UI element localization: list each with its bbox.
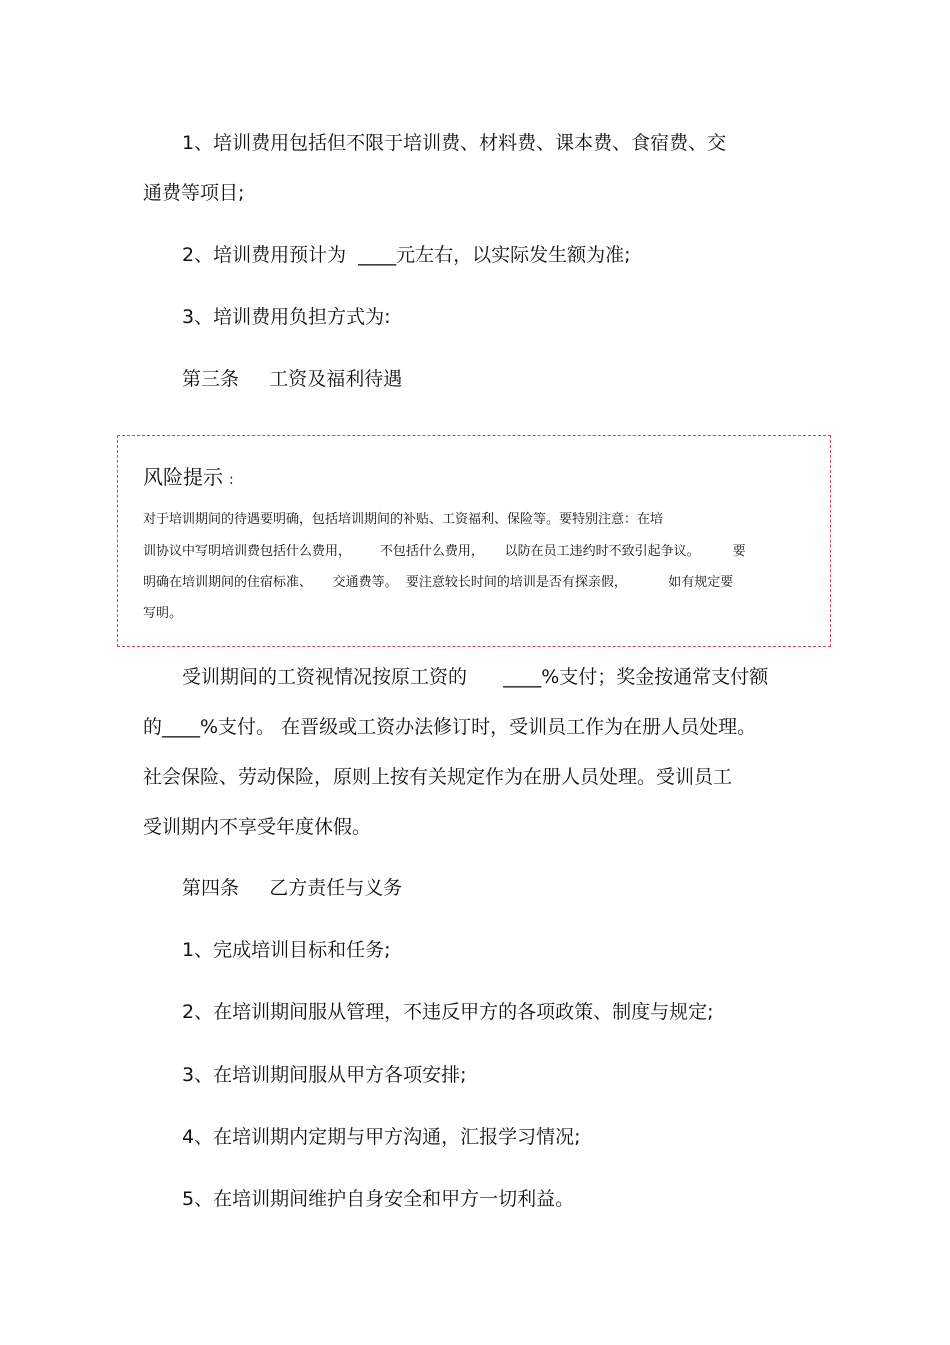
cost-item-1-line-1: 1、培训费用包括但不限于培训费、材料费、课本费、食宿费、交 (182, 132, 727, 154)
cost-item-1-line-2: 通费等项目; (143, 182, 245, 204)
risk-notice-line-4: 写明。 (143, 606, 183, 621)
article-4-heading: 第四条 乙方责任与义务 (182, 877, 403, 899)
cost-item-2: 2、培训费用预计为 ____元左右，以实际发生额为准; (182, 244, 631, 266)
wage-paragraph-line-3: 社会保险、劳动保险，原则上按有关规定作为在册人员处理。受训员工 (143, 766, 733, 788)
duty-item-4: 4、在培训期内定期与甲方沟通，汇报学习情况; (182, 1126, 581, 1148)
risk-notice-line-2: 训协议中写明培训费包括什么费用， 不包括什么费用， 以防在员工违约时不致引起争议。 要 (143, 544, 746, 559)
cost-item-3: 3、培训费用负担方式为: (182, 306, 391, 328)
article-3-heading: 第三条 工资及福利待遇 (182, 368, 403, 390)
risk-notice-line-1: 对于培训期间的待遇要明确，包括培训期间的补贴、工资福利、保险等。要特别注意：在培 (143, 512, 664, 527)
duty-item-5: 5、在培训期间维护自身安全和甲方一切利益。 (182, 1188, 575, 1210)
risk-notice-line-3: 明确在培训期间的住宿标准、 交通费等。 要注意较长时间的培训是否有探亲假， 如有规定要 (143, 575, 734, 590)
risk-notice-colon: : (229, 472, 234, 488)
duty-item-1: 1、完成培训目标和任务; (182, 939, 391, 961)
risk-notice-title-text: 风险提示 (143, 465, 223, 489)
risk-notice-title (143, 464, 234, 493)
duty-item-2: 2、在培训期间服从管理，不违反甲方的各项政策、制度与规定; (182, 1001, 714, 1023)
wage-paragraph-line-2: 的____%支付。 在晋级或工资办法修订时，受训员工作为在册人员处理。 (143, 716, 757, 738)
wage-paragraph-line-4: 受训期内不享受年度休假。 (143, 816, 372, 838)
wage-paragraph-line-1: 受训期间的工资视情况按原工资的 ____%支付；奖金按通常支付额 (182, 666, 769, 688)
duty-item-3: 3、在培训期间服从甲方各项安排; (182, 1064, 467, 1086)
